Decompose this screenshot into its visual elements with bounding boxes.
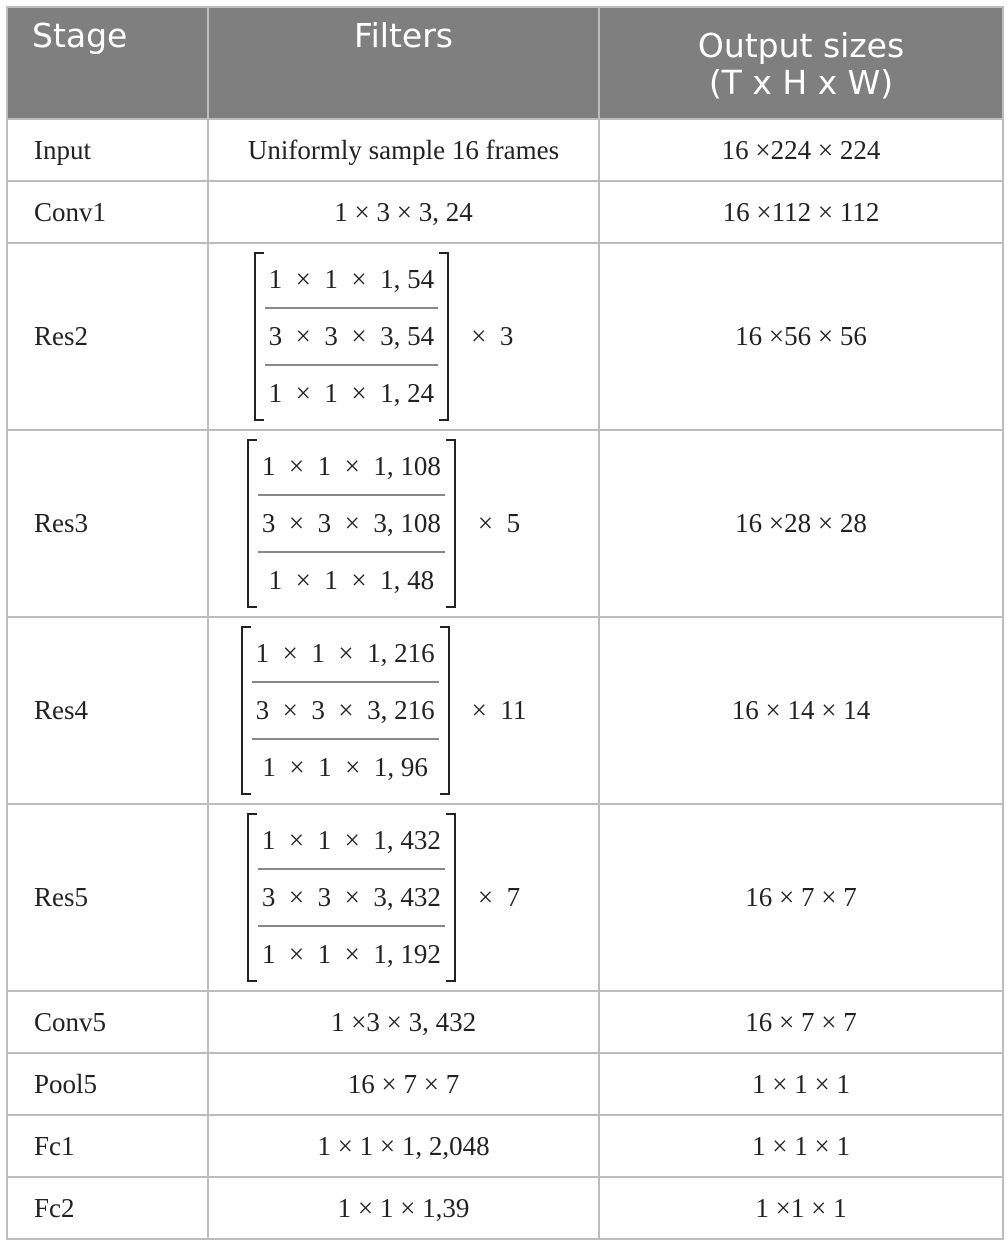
table-row: [7, 430, 1003, 617]
header-output-line2: (T x H x W): [708, 63, 894, 102]
block-repeat: × 5: [477, 508, 521, 538]
output-cell: 1 × 1 × 1: [599, 1053, 1003, 1115]
block-layer: 1 × 1 × 1, 48: [258, 551, 445, 608]
stage-cell: Pool5: [7, 1053, 208, 1115]
architecture-table: [6, 6, 1004, 1240]
header-filters: Filters: [208, 7, 599, 119]
block-layer: 3 × 3 × 3, 54: [265, 307, 438, 364]
stage-cell: Conv5: [7, 991, 208, 1053]
header-stage: Stage: [7, 7, 208, 119]
block-layer: 1 × 1 × 1, 96: [252, 738, 439, 795]
filters-cell: 1 × 1 × 1, 2,048: [208, 1115, 599, 1177]
block-layer: 1 × 1 × 1, 24: [265, 364, 438, 421]
table-row: [7, 1115, 1003, 1177]
output-cell: 16 × 14 × 14: [599, 617, 1003, 804]
filters-cell: 16 × 7 × 7: [208, 1053, 599, 1115]
filters-cell: [208, 617, 599, 804]
filters-cell: [208, 804, 599, 991]
filters-cell: [208, 430, 599, 617]
filters-cell: [208, 243, 599, 430]
block-repeat: × 3: [471, 321, 514, 351]
header-output-line1: Output sizes: [697, 26, 905, 66]
stage-cell: Res5: [7, 804, 208, 991]
filters-cell: Uniformly sample 16 frames: [208, 119, 599, 181]
block-layer: 1 × 1 × 1, 216: [255, 638, 435, 668]
output-cell: 16 × 7 × 7: [599, 804, 1003, 991]
output-cell: 16 × 7 × 7: [599, 991, 1003, 1053]
stage-cell: Res3: [7, 430, 208, 617]
block-layer: 1 × 1 × 1, 108: [261, 451, 441, 481]
stage-cell: Res2: [7, 243, 208, 430]
header-row: [7, 7, 1003, 119]
residual-block-matrix: [247, 813, 456, 982]
block-layer: 3 × 3 × 3, 432: [258, 868, 445, 925]
block-layer: 3 × 3 × 3, 108: [258, 494, 445, 551]
stage-cell: Fc2: [7, 1177, 208, 1239]
table-row: [7, 804, 1003, 991]
table-row: [7, 991, 1003, 1053]
block-layer: 1 × 1 × 1, 192: [258, 925, 445, 982]
table-row: [7, 617, 1003, 804]
filters-cell: 1 × 1 × 1,39: [208, 1177, 599, 1239]
block-repeat: × 7: [477, 882, 521, 912]
filters-cell: 1 ×3 × 3, 432: [208, 991, 599, 1053]
table-row: [7, 1177, 1003, 1239]
residual-block-matrix: [254, 252, 449, 421]
block-layer: 3 × 3 × 3, 216: [252, 681, 439, 738]
output-cell: 1 ×1 × 1: [599, 1177, 1003, 1239]
residual-block-matrix: [247, 439, 456, 608]
header-output-sizes: [599, 7, 1003, 119]
table-row: [7, 1053, 1003, 1115]
block-repeat: × 11: [471, 695, 527, 725]
table-row: [7, 181, 1003, 243]
output-cell: 1 × 1 × 1: [599, 1115, 1003, 1177]
residual-block-matrix: [241, 626, 450, 795]
table-row: [7, 243, 1003, 430]
output-cell: 16 ×56 × 56: [599, 243, 1003, 430]
output-cell: 16 ×224 × 224: [599, 119, 1003, 181]
output-cell: 16 ×112 × 112: [599, 181, 1003, 243]
table-row: [7, 119, 1003, 181]
filters-cell: 1 × 3 × 3, 24: [208, 181, 599, 243]
output-cell: 16 ×28 × 28: [599, 430, 1003, 617]
block-layer: 1 × 1 × 1, 432: [261, 825, 441, 855]
stage-cell: Fc1: [7, 1115, 208, 1177]
stage-cell: Input: [7, 119, 208, 181]
stage-cell: Conv1: [7, 181, 208, 243]
block-layer: 1 × 1 × 1, 54: [268, 264, 435, 294]
stage-cell: Res4: [7, 617, 208, 804]
